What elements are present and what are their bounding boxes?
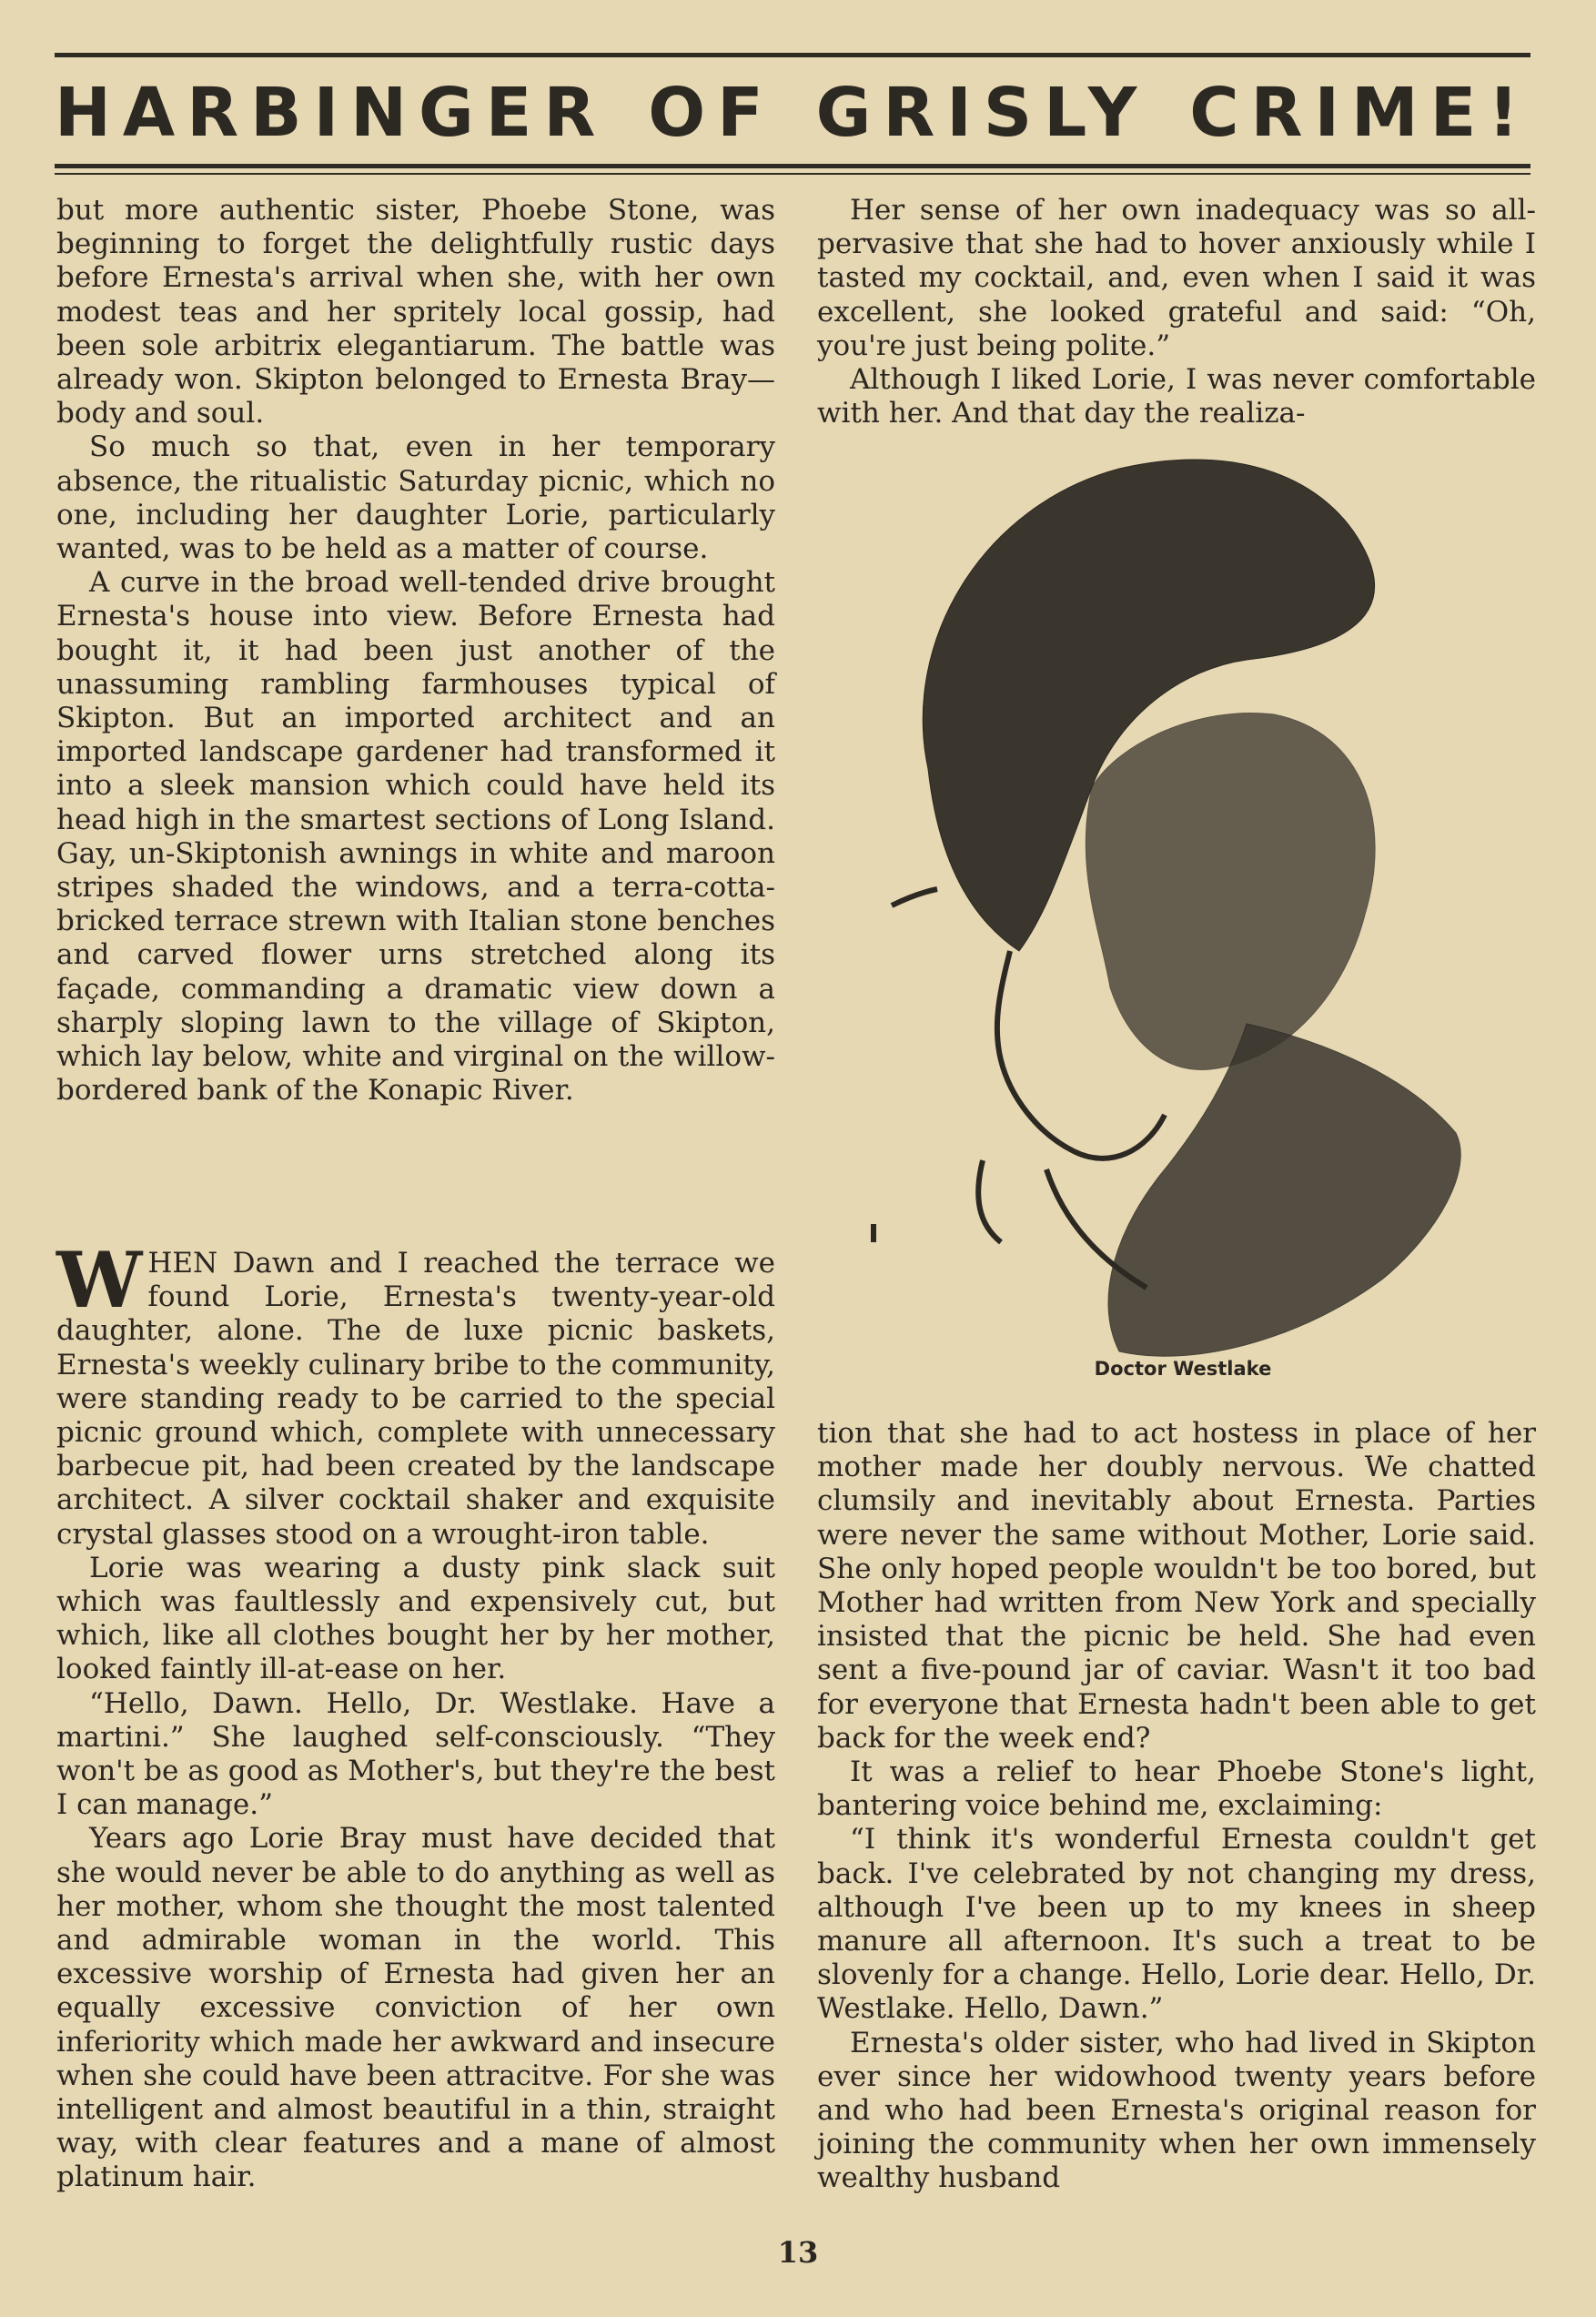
paragraph: Lorie was wearing a dusty pink slack suit which was faultlessly and expensively cut, but which, like all clothes bought her by her mother, looked faintly ill-at-ease on her.: [56, 1551, 775, 1686]
paragraph: Although I liked Lorie, I was never comfortable with her. And that day the realiza-: [817, 363, 1536, 430]
paragraph: but more authentic sister, Phoebe Stone, was beginning to forget the delightfully rustic days before Ernesta's arrival when she, with her own modest teas and her spritely local gossip, had been sole arbitrix elegantiarum. The battle was already won. Skipton belonged to Ernesta Bray—body and soul.: [56, 194, 775, 430]
right-column-top: [817, 194, 1536, 430]
portrait-illustration: [819, 441, 1538, 1388]
shoulder-shape: [1108, 1024, 1460, 1356]
headline-word: GRISLY: [815, 74, 1149, 152]
paragraph: “I think it's wonderful Ernesta couldn't get back. I've celebrated by not changing my dress, although I've been up to my knees in sheep manure all afternoon. It's such a treat to be slovenly for a change. Hello, Lorie dear. Hello, Dr. Westlake. Hello, Dawn.”: [817, 1823, 1536, 2026]
illustration-caption: Doctor Westlake: [1094, 1358, 1272, 1380]
pen-stroke: [978, 1160, 1001, 1242]
headline-word: CRIME!: [1189, 74, 1530, 152]
paragraph: Ernesta's older sister, who had lived in Skipton ever since her widowhood twenty years before and who had been Ernesta's original reason for joining the community when her own immensely wealthy husband: [817, 2026, 1536, 2195]
paragraph-text: HEN Dawn and I reached the terrace we found Lorie, Ernesta's twenty-year-old daughter, alone. The de luxe picnic baskets, Ernesta's weekly culinary bribe to the community, were standing ready to be carried to the special picnic ground which, complete with unnecessary barbecue pit, had been created by the landscape architect. A silver cocktail shaker and exquisite crystal glasses stood on a wrought-iron table.: [56, 1247, 775, 1551]
headline-word: HARBINGER: [55, 74, 608, 152]
right-column-bottom: [817, 1417, 1536, 2196]
paragraph: [56, 1235, 775, 1552]
paragraph: Her sense of her own inadequacy was so all-pervasive that she had to hover anxiously while I tasted my cocktail, and, even when I said it was excellent, she looked grateful and said: “Oh, you're just being polite.”: [817, 194, 1536, 362]
headline-word: OF: [648, 74, 775, 152]
top-rule: [55, 53, 1530, 57]
page-number: 13: [777, 2235, 819, 2270]
paragraph: A curve in the broad well-tended drive brought Ernesta's house into view. Before Ernesta had bought it, it had been just another of the unassuming rambling farmhouses typical of Skipton. But an imported architect and an imported landscape gardener had transformed it into a sleek mansion which could have held its head high in the smartest sections of Long Island. Gay, un-Skiptonish awnings in white and maroon stripes shaded the windows, and a terra-cotta-bricked terrace strewn with Italian stone benches and carved flower urns stretched along its façade, commanding a dramatic view down a sharply sloping lawn to the village of Skipton, which lay below, white and virginal on the willow-bordered bank of the Konapic River.: [56, 566, 775, 1108]
paragraph: So much so that, even in her temporary absence, the ritualistic Saturday picnic, which no one, including her daughter Lorie, particularly wanted, was to be held as a matter of course.: [56, 430, 775, 566]
paragraph: “Hello, Dawn. Hello, Dr. Westlake. Have a martini.” She laughed self-consciously. “They won't be as good as Mother's, but they're the best I can manage.”: [56, 1686, 775, 1822]
headline-rule: [55, 164, 1530, 168]
paragraph: Years ago Lorie Bray must have decided that she would never be able to do anything as well as her mother, whom she thought the most talented and admirable woman in the world. This excessive worship of Ernesta had given her an equally excessive conviction of her own inferiority which made her awkward and insecure when she could have been attracitve. For she was intelligent and almost beautiful in a thin, straight way, with clear features and a mane of almost platinum hair.: [56, 1822, 775, 2194]
paragraph: It was a relief to hear Phoebe Stone's light, bantering voice behind me, exclaiming:: [817, 1755, 1536, 1823]
pen-stroke: [892, 889, 937, 906]
paragraph: tion that she had to act hostess in place of her mother made her doubly nervous. We chatted clumsily and inevitably about Ernesta. Parties were never the same without Mother, Lorie said. She only hoped people wouldn't be too bored, but Mother had written from New York and specially insisted that the picnic be held. She had even sent a five-pound jar of caviar. Wasn't it too bad for everyone that Ernesta hadn't been able to get back for the week end?: [817, 1417, 1536, 1755]
page-headline: [55, 71, 1530, 155]
headline-rule-thin: [55, 173, 1530, 175]
drop-cap: W: [56, 1235, 143, 1325]
left-column-bottom: [56, 1235, 775, 2195]
face-shadow: [1086, 713, 1375, 1069]
